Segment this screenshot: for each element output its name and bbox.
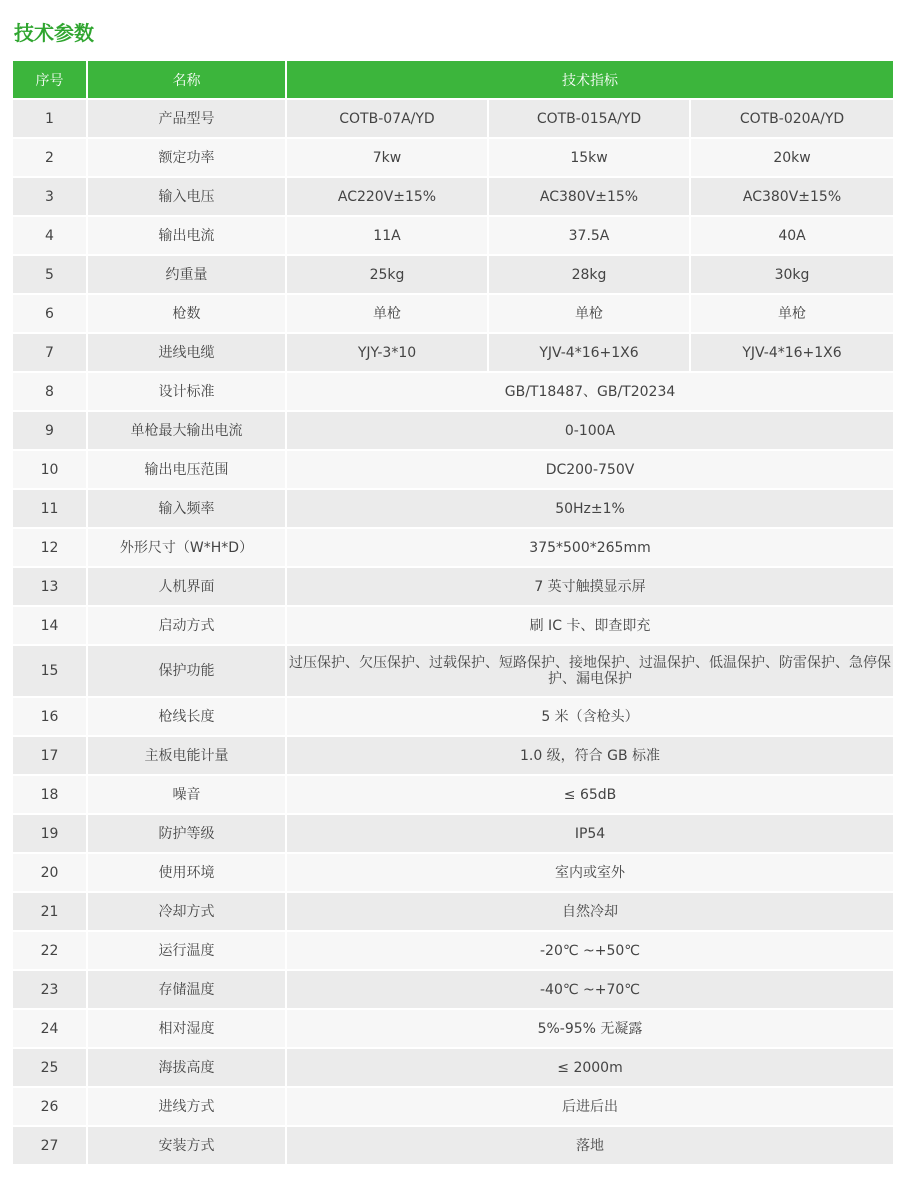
table-row [13,735,893,774]
row-value-model-2: AC380V±15% [489,176,691,215]
row-name: 人机界面 [88,566,287,605]
table-row [13,813,893,852]
row-value-model-2: 单枪 [489,293,691,332]
row-value: 后进后出 [287,1086,893,1125]
row-value: 自然冷却 [287,891,893,930]
table-row [13,605,893,644]
row-name: 启动方式 [88,605,287,644]
row-name: 枪数 [88,293,287,332]
table-row [13,852,893,891]
row-value-model-2: 28kg [489,254,691,293]
row-name: 使用环境 [88,852,287,891]
table-header-row [13,61,893,98]
row-value: -20℃ ~+50℃ [287,930,893,969]
row-value: -40℃ ~+70℃ [287,969,893,1008]
row-value: 5 米（含枪头） [287,696,893,735]
row-number: 20 [13,852,88,891]
table-row [13,969,893,1008]
table-row [13,215,893,254]
row-value: 1.0 级，符合 GB 标准 [287,735,893,774]
table-row [13,410,893,449]
row-number: 18 [13,774,88,813]
row-value-model-3: YJV-4*16+1X6 [691,332,893,371]
table-row [13,891,893,930]
row-name: 保护功能 [88,644,287,696]
table-row [13,449,893,488]
row-name: 进线方式 [88,1086,287,1125]
header-name: 名称 [88,61,287,98]
page-title: 技术参数 [14,21,94,45]
table-row [13,930,893,969]
row-value: DC200-750V [287,449,893,488]
row-value-model-3: 单枪 [691,293,893,332]
row-value: 刷 IC 卡、即查即充 [287,605,893,644]
table-row [13,527,893,566]
row-name: 防护等级 [88,813,287,852]
row-name: 额定功率 [88,137,287,176]
row-value: 落地 [287,1125,893,1164]
row-number: 8 [13,371,88,410]
row-number: 11 [13,488,88,527]
row-number: 7 [13,332,88,371]
row-value-model-3: COTB-020A/YD [691,98,893,137]
row-name: 噪音 [88,774,287,813]
table-row [13,1008,893,1047]
row-value-model-1: COTB-07A/YD [287,98,489,137]
table-row [13,566,893,605]
row-name: 安装方式 [88,1125,287,1164]
row-name: 进线电缆 [88,332,287,371]
row-value-model-2: YJV-4*16+1X6 [489,332,691,371]
table-row [13,332,893,371]
row-value-model-2: 37.5A [489,215,691,254]
row-value: 过压保护、欠压保护、过载保护、短路保护、接地保护、过温保护、低温保护、防雷保护、急停保护、漏电保护 [287,644,893,696]
row-name: 设计标准 [88,371,287,410]
row-name: 单枪最大输出电流 [88,410,287,449]
row-number: 2 [13,137,88,176]
row-number: 25 [13,1047,88,1086]
row-number: 4 [13,215,88,254]
row-value-model-3: AC380V±15% [691,176,893,215]
table-row [13,1125,893,1164]
row-number: 27 [13,1125,88,1164]
row-value: 7 英寸触摸显示屏 [287,566,893,605]
row-name: 输出电流 [88,215,287,254]
table-row [13,644,893,696]
row-name: 海拔高度 [88,1047,287,1086]
row-name: 输入电压 [88,176,287,215]
row-name: 输出电压范围 [88,449,287,488]
row-number: 15 [13,644,88,696]
row-number: 14 [13,605,88,644]
row-name: 存储温度 [88,969,287,1008]
row-value-model-1: 25kg [287,254,489,293]
row-number: 13 [13,566,88,605]
row-value-model-3: 20kw [691,137,893,176]
row-value: 375*500*265mm [287,527,893,566]
row-number: 17 [13,735,88,774]
table-row [13,176,893,215]
row-value-model-1: 单枪 [287,293,489,332]
row-value: 50Hz±1% [287,488,893,527]
spec-table [13,61,893,1164]
row-value-model-1: 11A [287,215,489,254]
header-spec: 技术指标 [287,61,893,98]
row-number: 3 [13,176,88,215]
row-number: 1 [13,98,88,137]
row-number: 12 [13,527,88,566]
header-no: 序号 [13,61,88,98]
table-row [13,98,893,137]
row-value-model-3: 40A [691,215,893,254]
row-name: 外形尺寸（W*H*D） [88,527,287,566]
row-value: ≤ 2000m [287,1047,893,1086]
row-name: 主板电能计量 [88,735,287,774]
row-number: 24 [13,1008,88,1047]
row-name: 运行温度 [88,930,287,969]
row-number: 5 [13,254,88,293]
row-value: ≤ 65dB [287,774,893,813]
row-number: 6 [13,293,88,332]
row-number: 21 [13,891,88,930]
table-row [13,696,893,735]
row-name: 冷却方式 [88,891,287,930]
table-body [13,98,893,1164]
table-row [13,488,893,527]
row-name: 相对湿度 [88,1008,287,1047]
row-value: 0-100A [287,410,893,449]
row-value-model-3: 30kg [691,254,893,293]
row-number: 10 [13,449,88,488]
row-number: 9 [13,410,88,449]
row-value: 室内或室外 [287,852,893,891]
table-row [13,137,893,176]
row-number: 26 [13,1086,88,1125]
table-row [13,254,893,293]
row-number: 16 [13,696,88,735]
row-number: 19 [13,813,88,852]
row-value-model-1: 7kw [287,137,489,176]
row-name: 约重量 [88,254,287,293]
row-value: 5%-95% 无凝露 [287,1008,893,1047]
row-value: IP54 [287,813,893,852]
row-value-model-2: 15kw [489,137,691,176]
row-name: 枪线长度 [88,696,287,735]
row-name: 产品型号 [88,98,287,137]
table-row [13,1086,893,1125]
row-number: 23 [13,969,88,1008]
row-number: 22 [13,930,88,969]
row-value-model-1: AC220V±15% [287,176,489,215]
table-row [13,774,893,813]
table-row [13,1047,893,1086]
table-row [13,371,893,410]
row-value-model-2: COTB-015A/YD [489,98,691,137]
row-value-model-1: YJY-3*10 [287,332,489,371]
table-row [13,293,893,332]
row-name: 输入频率 [88,488,287,527]
row-value: GB/T18487、GB/T20234 [287,371,893,410]
